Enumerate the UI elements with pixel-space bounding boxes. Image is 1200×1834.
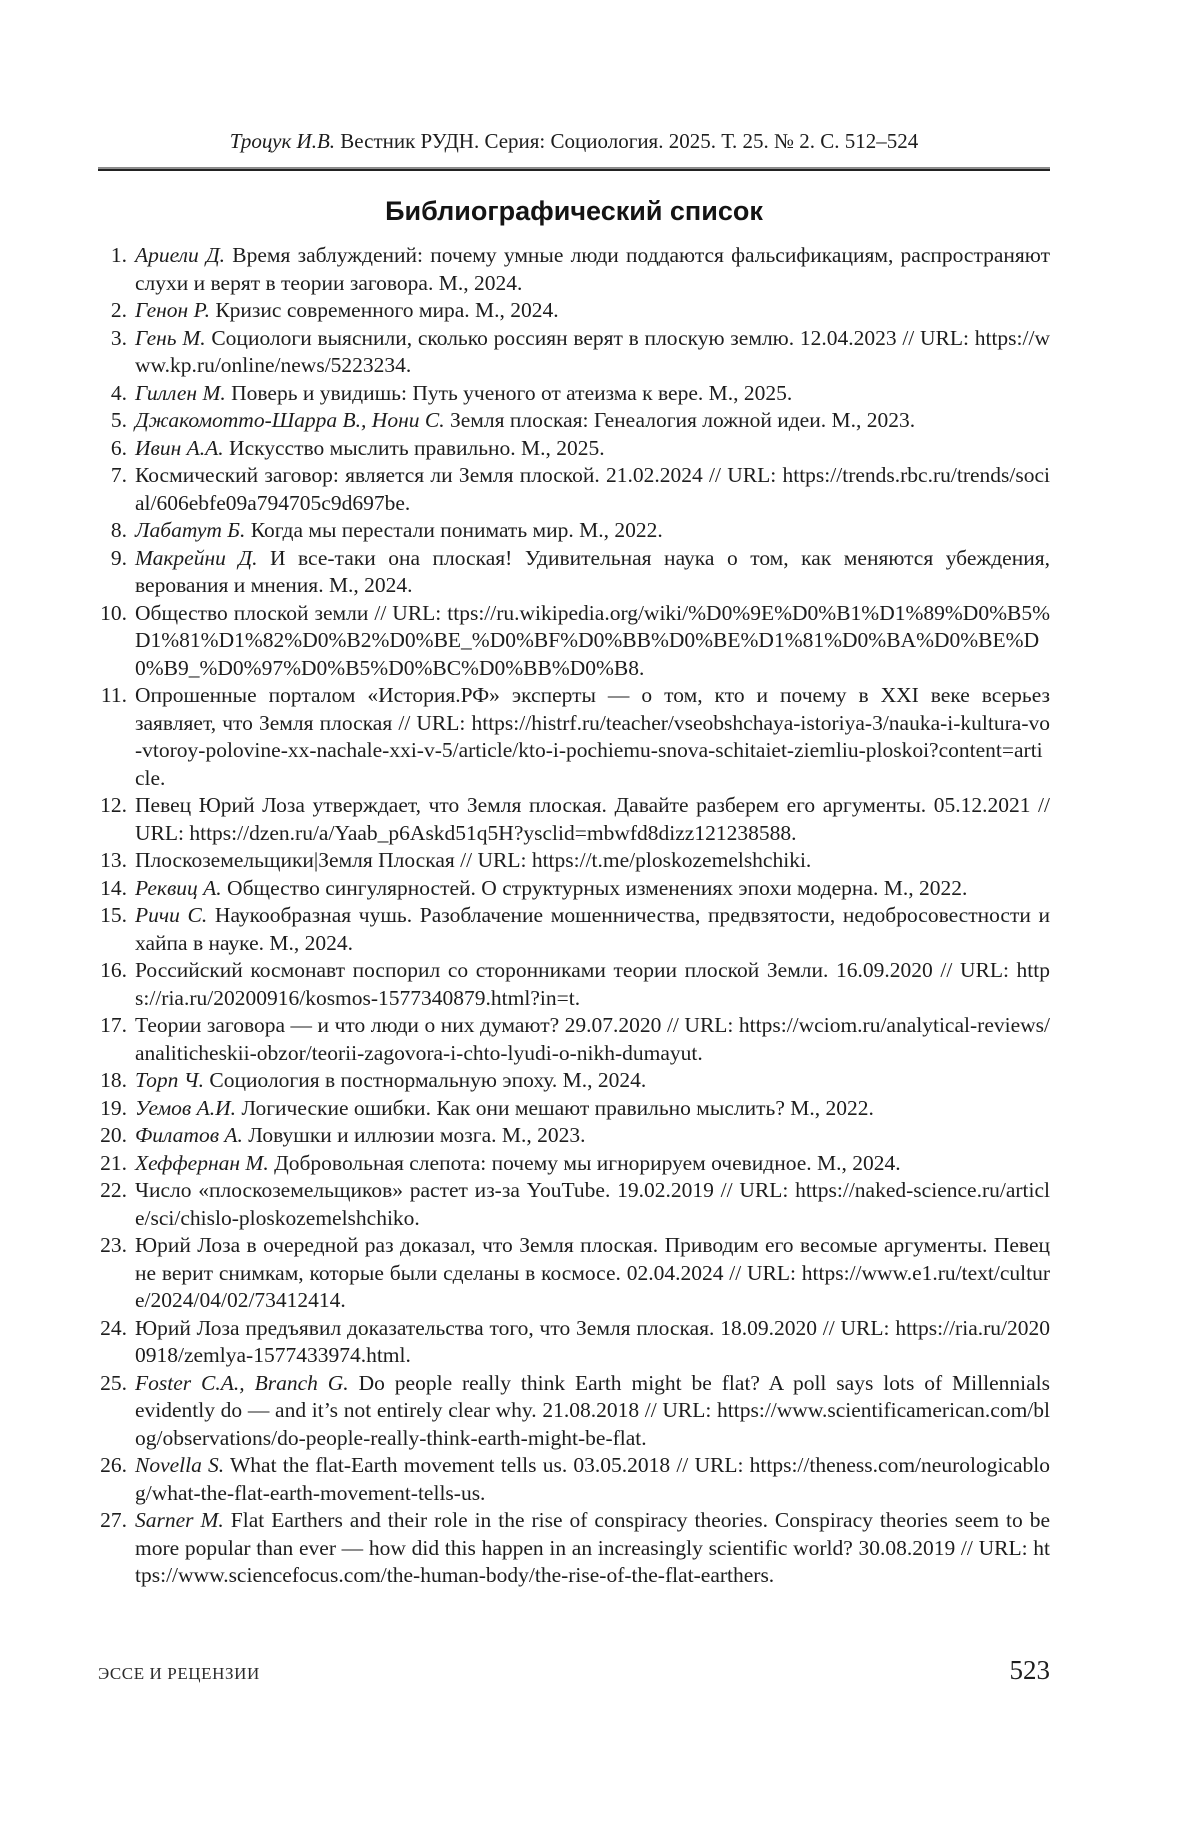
reference-item [98,792,1050,847]
reference-number: 22. [100,1178,127,1202]
reference-text [135,1453,1050,1505]
reference-author: Гень М. [135,325,206,350]
page-content [98,128,1050,1590]
reference-number: 19. [100,1095,127,1120]
reference-item [98,435,1050,463]
bibliography-title: Библиографический список [385,196,763,226]
reference-title-text: Общество сингулярностей. О структурных изменениях эпохи модерна. М., 2022. [221,875,968,900]
url-text: https://www.scientificamerican.com/blog/observations/do-people-really-think-earth-might-be-flat. [135,1398,1050,1450]
url-text: https://wciom.ru/analytical-reviews/analiticheskii-obzor/teorii-zagovora-i-chto-lyudi-o-nikh-dumayut. [135,1013,1050,1065]
reference-text [135,1508,1050,1587]
reference-item [98,1315,1050,1370]
url-text: https://theness.com/neurologicablog/what-the-flat-earth-movement-tells-us. [135,1453,1050,1505]
reference-text [135,436,605,460]
reference-number: 11. [100,683,127,707]
reference-author: Ричи С. [135,903,208,927]
reference-author: Ариели Д. [135,243,226,267]
reference-item [98,847,1050,875]
reference-author: Реквиц А. [135,875,222,900]
reference-item [98,875,1050,903]
reference-text [135,546,1050,598]
footer-section-label: ЭССЕ И РЕЦЕНЗИИ [98,1664,260,1683]
reference-number: 4. [110,380,127,405]
reference-item [98,297,1050,325]
reference-number: 24. [100,1315,127,1340]
reference-text [135,1068,646,1092]
reference-item [98,1122,1050,1150]
reference-title-text: Когда мы перестали понимать мир. М., 2022. [245,518,663,542]
url-text: https://www.sciencefocus.com/the-human-body/the-rise-of-the-flat-earthers. [135,1535,1050,1587]
reference-text [135,1316,1050,1368]
header-rule [98,167,1050,171]
reference-author: Foster C.A., Branch G. [135,1370,349,1395]
reference-author: Sarner M. [135,1508,224,1532]
reference-number: 1. [110,243,127,267]
url-text: https://histrf.ru/teacher/vseobshchaya-istoriya-3/nauka-i-kultura-vo-vtoroy-polovine-xx-nachale-xxi-v-5/article/kto-i-pochiemu-snova-schitaiet-ziemliu-ploskoi?content=article. [135,710,1050,790]
reference-title-text: Do people really think Earth might be flat? A poll says lots of Millennials evidently do — and it’s not entirely clear why. 21.08.2018 // URL: [135,1370,1050,1422]
reference-number: 14. [100,875,127,900]
reference-title-text: Добровольная слепота: почему мы игнорируем очевидное. М., 2024. [268,1150,901,1175]
url-text: https://trends.rbc.ru/trends/social/606ebfe09a794705c9d697be. [135,463,1050,515]
reference-title-text: Социологи выяснили, сколько россиян верят в плоскую землю. 12.04.2023 // URL: [205,325,975,350]
reference-text [135,1123,586,1147]
running-head-author: Троцук И.В. [229,129,336,153]
url-text: https://dzen.ru/a/Yaab_p6Askd51q5H?ysclid=mbwfd8dizz121238588. [189,820,797,845]
reference-item [98,1232,1050,1315]
reference-number: 21. [100,1150,127,1175]
reference-item [98,600,1050,683]
reference-item [98,1177,1050,1232]
reference-title-text: Общество плоской земли // URL: [135,600,448,625]
reference-number: 7. [110,463,127,487]
reference-title-text: Социология в постнормальную эпоху. М., 2024. [204,1068,647,1092]
reference-author: Хеффернан М. [135,1150,269,1175]
reference-number: 16. [100,958,127,982]
reference-author: Торп Ч. [135,1068,204,1092]
reference-text [135,793,1050,845]
reference-text [135,1151,901,1175]
reference-number: 26. [100,1453,127,1477]
reference-title-text: Flat Earthers and their role in the rise of conspiracy theories. Conspiracy theories seem to be more popular than ever — how did this happen in an increasingly scientific world? 30.08.2019 // URL: [135,1508,1051,1560]
reference-author: Лабатут Б. [135,518,246,542]
page-footer [98,1655,1050,1686]
reference-item [98,957,1050,1012]
reference-text [135,958,1050,1010]
running-head-journal: Вестник РУДН. Серия: Социология. 2025. Т. 25. № 2. С. 512–524 [335,129,919,153]
reference-number: 25. [100,1370,127,1395]
reference-text [135,1096,874,1120]
reference-author: Гиллен М. [135,380,226,405]
reference-text [135,903,1050,955]
reference-text [135,298,559,322]
reference-item [98,380,1050,408]
reference-item [98,407,1050,435]
reference-title-text: Певец Юрий Лоза утверждает, что Земля плоская. Давайте разберем его аргументы. 05.12.2021 // URL: [135,793,1050,845]
reference-title-text: Юрий Лоза в очередной раз доказал, что Земля плоская. Приводим его весомые аргументы. Певец не верит снимкам, которые были сделаны в космосе. 02.04.2024 // URL: [135,1233,1050,1285]
reference-number: 12. [100,793,127,817]
reference-list [98,242,1050,1590]
reference-number: 17. [100,1013,127,1037]
reference-item [98,1012,1050,1067]
reference-text [135,463,1050,515]
reference-title-text: И все-таки она плоская! Удивительная наука о том, как меняются убеждения, верования и мнения. М., 2024. [135,545,1050,597]
url-text: https://t.me/ploskozemelshchiki. [531,848,812,872]
reference-number: 5. [110,408,127,432]
reference-text [135,243,1050,295]
reference-number: 18. [100,1068,127,1092]
reference-number: 13. [100,848,127,872]
url-text: ttps://ru.wikipedia.org/wiki/%D0%9E%D0%B1%D1%89%D0%B5%D1%81%D1%82%D0%B2%D0%BE_%D0%BF%D0%BB%D0%BE%D1%81%D0%BA%D0%BE%D0%B9_%D0%97%D0%B5%D0%BC%D0%BB%D0%B8. [135,600,1050,680]
reference-text [135,601,1050,680]
reference-item [98,242,1050,297]
reference-title-text: Плоскоземельщики|Земля Плоская // URL: [135,848,532,872]
reference-title-text: Теории заговора — и что люди о них думают? 29.07.2020 // URL: [135,1013,739,1037]
reference-number: 2. [110,298,127,322]
reference-item [98,1452,1050,1507]
reference-text [135,1178,1050,1230]
reference-item [98,1067,1050,1095]
reference-author: Ивин А.А. [135,435,224,460]
page-number: 523 [1009,1655,1050,1685]
running-head [98,128,1050,154]
reference-number: 9. [110,545,127,570]
reference-title-text: Юрий Лоза предъявил доказательства того, что Земля плоская. 18.09.2020 // URL: [135,1315,896,1340]
reference-text [135,848,811,872]
reference-text [135,1013,1050,1065]
reference-item [98,462,1050,517]
reference-title-text: Российский космонавт поспорил со сторонниками теории плоской Земли. 16.09.2020 // URL: [135,958,1017,982]
reference-author: Уемов А.И. [135,1095,237,1120]
reference-title-text: Наукообразная чушь. Разоблачение мошенничества, предвзятости, недобросовестности и хайпа в науке. М., 2024. [135,903,1050,955]
reference-item [98,1507,1050,1590]
reference-text [135,518,663,542]
reference-title-text: Поверь и увидишь: Путь ученого от атеизма к вере. М., 2025. [225,380,793,405]
reference-number: 20. [100,1123,127,1147]
reference-number: 27. [100,1508,127,1532]
reference-number: 10. [100,600,127,625]
reference-item [98,1095,1050,1123]
reference-item [98,325,1050,380]
url-text: https://www.kp.ru/online/news/5223234. [135,325,1050,377]
reference-title-text: Время заблуждений: почему умные люди поддаются фальсификациям, распространяют слухи и верят в теории заговора. М., 2024. [135,243,1050,295]
reference-text [135,326,1050,378]
reference-author: Макрейни Д. [135,545,258,570]
reference-number: 6. [110,435,127,460]
reference-title-text: Ловушки и иллюзии мозга. М., 2023. [242,1123,586,1147]
reference-author: Генон Р. [135,298,210,322]
reference-item [98,682,1050,792]
reference-text [135,408,915,432]
reference-author: Novella S. [135,1453,225,1477]
reference-title-text: Число «плоскоземельщиков» растет из-за YouTube. 19.02.2019 // URL: [135,1178,796,1202]
reference-title-text: Искусство мыслить правильно. М., 2025. [223,435,605,460]
reference-item [98,1150,1050,1178]
reference-title-text: Космический заговор: является ли Земля плоской. 21.02.2024 // URL: [135,463,783,487]
reference-item [98,902,1050,957]
reference-item [98,545,1050,600]
reference-text [135,876,967,900]
reference-text [135,1233,1050,1312]
reference-title-text: Логические ошибки. Как они мешают правильно мыслить? М., 2022. [236,1095,874,1120]
reference-title-text: Кризис современного мира. М., 2024. [209,298,559,322]
reference-number: 3. [110,325,127,350]
reference-item [98,1370,1050,1453]
reference-number: 23. [100,1233,127,1257]
reference-text [135,381,792,405]
reference-text [135,1371,1050,1450]
reference-title-text: Опрошенные порталом «История.РФ» эксперты — о том, кто и почему в XXI веке всерьез заявляет, что Земля плоская // URL: [135,683,1050,735]
reference-title-text: What the flat-Earth movement tells us. 03.05.2018 // URL: [224,1453,750,1477]
url-text: https://www.e1.ru/text/culture/2024/04/02/73412414. [135,1260,1050,1312]
reference-title-text: Земля плоская: Генеалогия ложной идеи. М., 2023. [444,408,916,432]
reference-author: Джакомотто-Шарра В., Нони С. [135,408,445,432]
url-text: https://naked-science.ru/article/sci/chislo-ploskozemelshchiko. [135,1178,1050,1230]
url-text: https://ria.ru/20200916/kosmos-1577340879.html?in=t. [135,958,1050,1010]
reference-item [98,517,1050,545]
reference-text [135,683,1050,790]
url-text: https://ria.ru/20200918/zemlya-1577433974.html. [135,1315,1050,1367]
reference-number: 15. [100,903,127,927]
reference-author: Филатов А. [135,1123,243,1147]
reference-number: 8. [110,518,127,542]
